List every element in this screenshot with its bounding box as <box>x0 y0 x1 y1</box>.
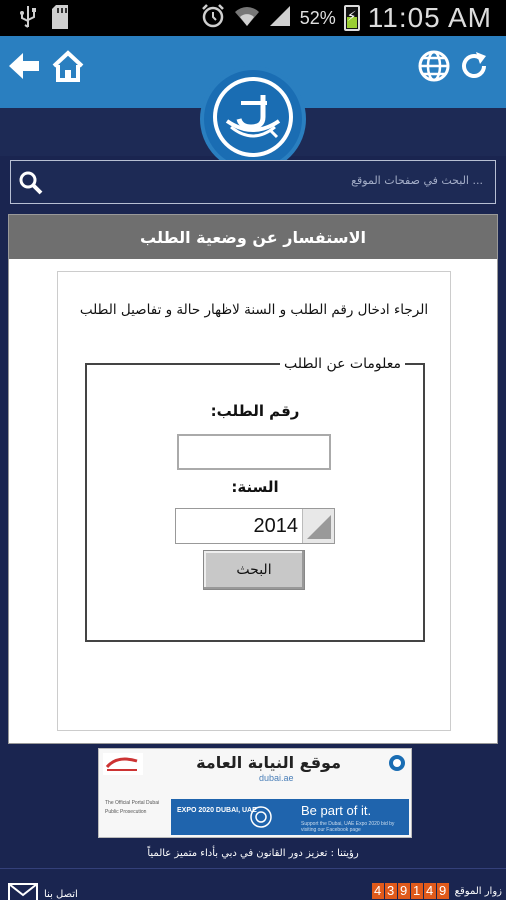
year-selected-value: 2014 <box>253 515 298 537</box>
instructions-text: الرجاء ادخال رقم الطلب و السنة لاظهار حالة و تفاصيل الطلب <box>79 302 429 318</box>
search-icon[interactable] <box>17 169 45 197</box>
year-select[interactable] <box>175 508 335 544</box>
status-bar <box>0 0 506 36</box>
expo-ad[interactable] <box>171 799 409 835</box>
refresh-icon <box>458 50 490 86</box>
ad-banner[interactable] <box>98 748 412 838</box>
visitor-digit: 4 <box>372 883 384 899</box>
banner-headline: Be part of it. <box>301 803 372 818</box>
visitor-digit: 3 <box>385 883 397 899</box>
request-number-label: رقم الطلب: <box>210 402 300 420</box>
contact-us-link[interactable] <box>8 883 78 900</box>
globe-icon <box>417 49 451 87</box>
refresh-button[interactable] <box>454 48 494 88</box>
mail-icon <box>8 883 38 900</box>
search-button[interactable]: البحث <box>203 550 305 590</box>
language-button[interactable] <box>414 48 454 88</box>
dropdown-arrow-icon[interactable] <box>302 509 334 543</box>
logo-emblem-icon <box>211 75 295 163</box>
banner-subtext: Support the Dubai, UAE Expo 2020 bid by visiting our Facebook page <box>301 821 395 833</box>
year-label: السنة: <box>231 478 279 496</box>
contact-label: اتصل بنا <box>44 889 78 900</box>
alarm-icon <box>200 3 226 33</box>
banner-side-text: The Official Portal Dubai Public Prosecution <box>105 800 160 815</box>
clock: 11:05 AM <box>367 2 492 33</box>
usb-icon <box>18 5 38 38</box>
search-input[interactable]: البحث في صفحات الموقع ... <box>351 174 483 187</box>
visitor-counter <box>372 883 502 899</box>
signal-icon <box>268 4 292 32</box>
visitor-digit: 9 <box>398 883 410 899</box>
banner-title: موقع النيابة العامة <box>196 753 341 772</box>
banner-site: dubai.ae <box>259 773 294 783</box>
prosecution-logo <box>387 753 407 777</box>
expo-emblem-icon <box>249 805 273 833</box>
visitor-digit: 9 <box>437 883 449 899</box>
vision-text: رؤيتنا : تعزيز دور القانون في دبي بأداء متميز عالمياً <box>147 848 359 859</box>
fieldset-legend: معلومات عن الطلب <box>284 356 401 372</box>
battery-icon: ⚡ <box>344 5 360 31</box>
back-button[interactable] <box>4 48 44 88</box>
footer <box>0 868 506 900</box>
visitors-label: زوار الموقع <box>454 885 502 897</box>
government-logo <box>103 753 143 779</box>
inquiry-panel <box>8 214 498 744</box>
wifi-icon <box>234 4 260 32</box>
home-icon <box>51 50 85 86</box>
page-title: الاستفسار عن وضعية الطلب <box>9 215 497 259</box>
sd-card-icon <box>52 4 72 39</box>
back-arrow-icon <box>7 51 41 85</box>
visitor-digits <box>372 883 449 899</box>
expo-text: EXPO 2020 DUBAI, UAE <box>177 807 257 814</box>
visitor-digit: 4 <box>424 883 436 899</box>
request-number-input[interactable] <box>177 434 331 470</box>
visitor-digit: 1 <box>411 883 423 899</box>
form-container <box>57 271 451 731</box>
home-button[interactable] <box>48 48 88 88</box>
battery-percent: 52% <box>299 7 336 28</box>
search-bar[interactable] <box>10 160 496 204</box>
request-info-fieldset <box>85 356 425 642</box>
site-logo[interactable] <box>200 66 306 172</box>
